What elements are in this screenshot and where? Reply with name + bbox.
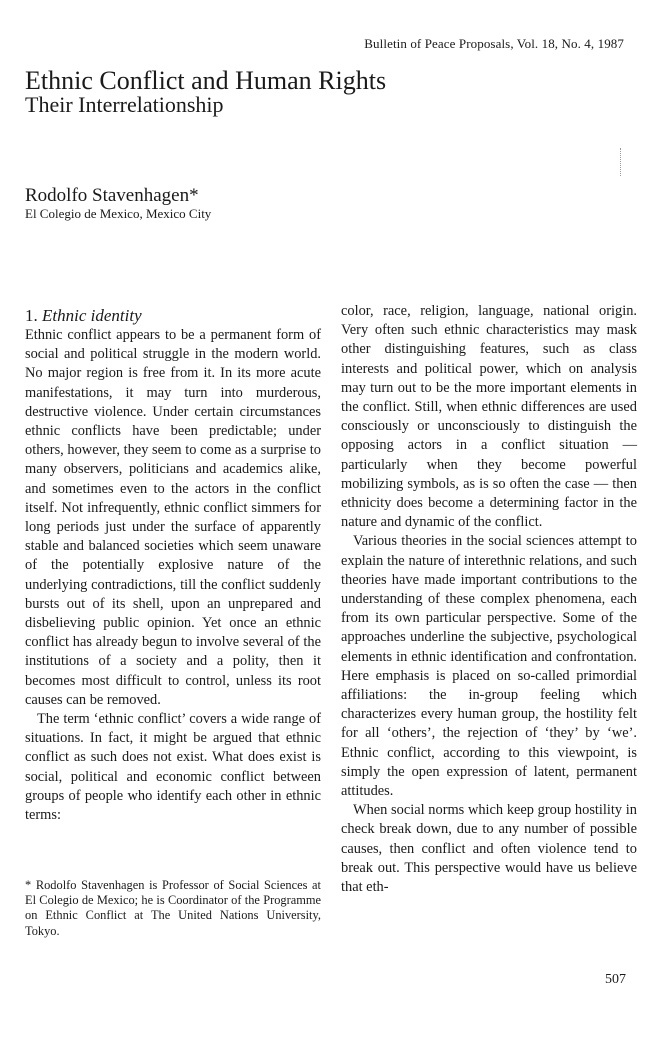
scan-mark: [620, 148, 622, 176]
right-paragraph-2: Various theories in the social sciences attempt to explain the nature of interethnic relations, and such theories have made important contributions to the understanding of these complex phenomena, each from its own particular perspective. Some of the approaches underline the subjective, psychological elements in ethnic identification and confrontation. Here emphasis is placed on so-called primordial affiliations: the in-group feeling which characterizes every human group, the hostility felt for all ‘others’, the rejection of ‘they’ by ‘we’. Ethnic conflict, according to this viewpoint, is simply the open expression of latent, permanent attitudes.: [341, 533, 637, 800]
section-heading: [25, 306, 321, 326]
page-number: 507: [605, 972, 626, 987]
journal-header: Bulletin of Peace Proposals, Vol. 18, No. 4, 1987: [364, 36, 624, 51]
author-name: Rodolfo Stavenhagen*: [25, 185, 199, 206]
article-subtitle: Their Interrelationship: [25, 92, 224, 117]
right-column: [341, 302, 637, 897]
right-paragraph-3: When social norms which keep group hostility in check break down, due to any number of possible causes, then conflict and often violence tend to break out. This perspective would have us believe that eth-: [341, 802, 637, 896]
section-title: Ethnic identity: [42, 306, 142, 325]
right-paragraph-1: color, race, religion, language, national origin. Very often such ethnic characteristics may mask other distinguishing features, such as class interests and political power, which on analysis may turn out to be the more important elements in the conflict. Still, when ethnic differences are used consciously or unconsciously to distinguish the opposing actors in a conflict situation — particularly when they become powerful mobilizing symbols, as is so often the case — then ethnicity does become a determining factor in the nature and dynamic of the conflict.: [341, 303, 637, 531]
footnote: * Rodolfo Stavenhagen is Professor of Social Sciences at El Colegio de Mexico; he is Coordinator of the Programme on Ethnic Conflict at The United Nations University, Tokyo.: [25, 878, 321, 938]
author-affiliation: El Colegio de Mexico, Mexico City: [25, 206, 212, 221]
article-title: Ethnic Conflict and Human Rights: [25, 66, 387, 95]
left-paragraph-2: The term ‘ethnic conflict’ covers a wide range of situations. In fact, it might be argued that ethnic conflict as such does not exist. What does exist is social, political and economic conflict between groups of people who identify each other in ethnic terms:: [25, 711, 321, 824]
left-column: [25, 306, 321, 825]
section-number: 1.: [25, 306, 38, 325]
left-paragraph-1: Ethnic conflict appears to be a permanent form of social and political struggle in the modern world. No major region is free from it. In its more acute manifestations, it may turn into murderous, destructive violence. Under certain circumstances ethnic conflicts have been predictable; under others, however, they seem to come as a surprise to many observers, politicians and academics alike, and sometimes even to the actors in the conflict itself. Not infrequently, ethnic conflict simmers for long periods just under the surface of apparently stable and balanced societies which seem unaware of the potentially explosive nature of the underlying contradictions, till the conflict suddenly bursts out of its shell, upon an unprepared and disbelieving public opinion. Yet once an ethnic conflict has already begun to involve several of the institutions of a society and a polity, then it becomes most difficult to control, unless its root causes can be removed.: [25, 327, 321, 708]
